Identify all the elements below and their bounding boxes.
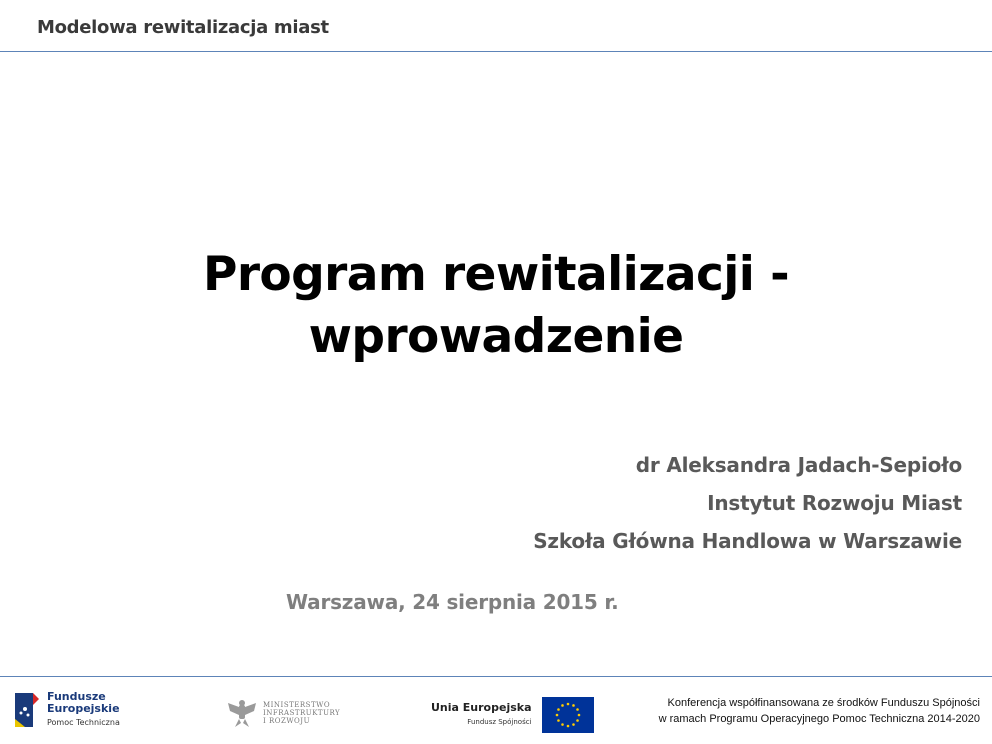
author-institute: Instytut Rozwoju Miast <box>707 491 962 515</box>
eu-star-icon <box>572 704 575 707</box>
author-school: Szkoła Główna Handlowa w Warszawie <box>533 529 962 553</box>
polish-eagle-icon <box>227 697 257 729</box>
header-title: Modelowa rewitalizacja miast <box>37 17 329 38</box>
eu-star-icon <box>576 719 579 722</box>
ue-logo-line-1: Unia Europejska <box>431 701 532 714</box>
slide-title <box>96 244 896 368</box>
eu-star-icon <box>555 714 558 717</box>
fe-logo-line-3: Pomoc Techniczna <box>47 718 120 727</box>
eu-star-icon <box>561 704 564 707</box>
unia-europejska-logo <box>431 697 594 733</box>
slide-title-line-2: wprowadzenie <box>308 309 684 364</box>
fe-logo-line-2: Europejskie <box>47 702 120 715</box>
footer-divider <box>0 676 992 677</box>
eu-star-icon <box>566 703 569 706</box>
author-name: dr Aleksandra Jadach-Sepioło <box>635 453 962 477</box>
funding-note <box>600 695 980 727</box>
ue-logo-line-2: Fundusz Spójności <box>467 718 532 726</box>
ministry-line-3: I ROZWOJU <box>263 717 311 725</box>
ministry-line-2: INFRASTRUKTURY <box>263 709 341 717</box>
eu-star-icon <box>577 714 580 717</box>
ministry-logo <box>227 697 340 729</box>
eu-star-icon <box>561 723 564 726</box>
eu-flag-icon <box>542 697 594 733</box>
eu-star-icon <box>576 708 579 711</box>
eu-star-icon <box>566 725 569 728</box>
eu-star-icon <box>572 723 575 726</box>
author-block <box>402 446 962 560</box>
presentation-date: Warszawa, 24 sierpnia 2015 r. <box>286 590 619 614</box>
ministry-line-1: MINISTERSTWO <box>263 701 331 709</box>
eu-star-icon <box>557 708 560 711</box>
fundusze-europejskie-logo <box>13 689 120 731</box>
funding-note-line-2: w ramach Programu Operacyjnego Pomoc Techniczna 2014-2020 <box>658 713 980 725</box>
header-divider <box>0 51 992 52</box>
slide-title-line-1: Program rewitalizacji - <box>202 247 789 302</box>
funding-note-line-1: Konferencja współfinansowana ze środków Funduszu Spójności <box>667 697 980 709</box>
eu-funds-icon <box>13 689 41 731</box>
eu-star-icon <box>557 719 560 722</box>
fe-logo-line-1: Fundusze <box>47 690 106 703</box>
